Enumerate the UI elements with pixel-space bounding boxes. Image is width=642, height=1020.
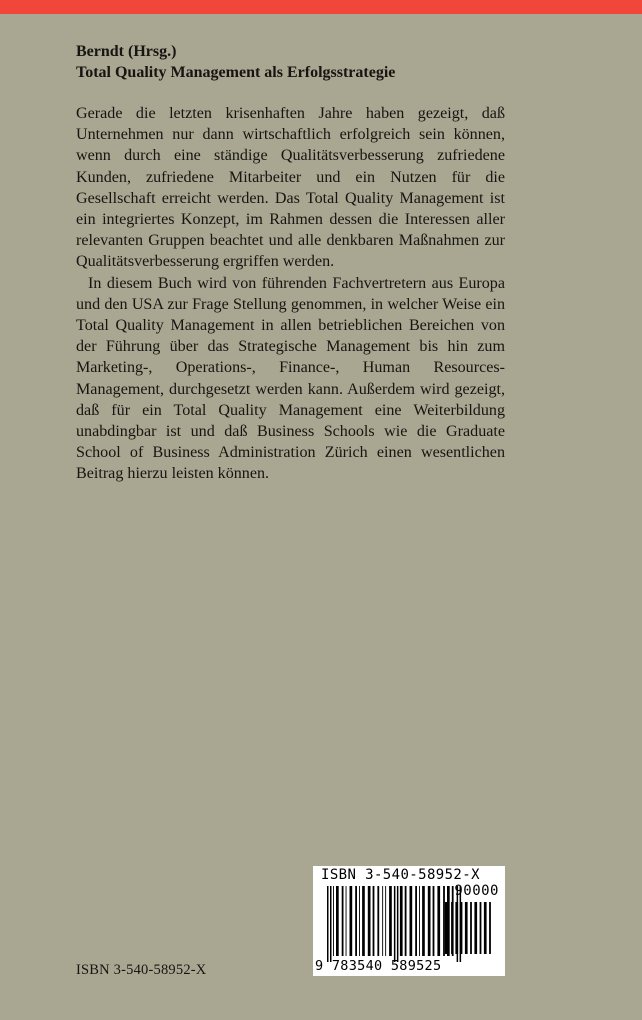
- editor-name: Berndt (Hrsg.): [76, 43, 177, 60]
- barcode-label: [313, 866, 505, 976]
- back-cover-blurb: [76, 103, 505, 485]
- barcode-addon-digits: 90000: [454, 883, 499, 899]
- blurb-paragraph-1: Gerade die letzten krisenhaften Jahre haben gezeigt, daß Unternehmen nur dann wirtschaftlich erfolgreich sein können, wenn durch eine ständige Qualitätsverbesserung zufriedene Kunden, zufriedene Mitarbeiter und ein Nutzen für die Gesellschaft erreicht werden. Das Total Quality Management ist ein integriertes Konzept, im Rahmen dessen die Interessen aller relevanten Gruppen beachtet und alle denkbaren Maßnahmen zur Qualitätsverbesserung ergriffen werden.: [76, 105, 505, 271]
- isbn-number: ISBN 3-540-58952-X: [76, 962, 207, 978]
- blurb-paragraph-2: In diesem Buch wird von führenden Fachvertretern aus Europa und den USA zur Frage Stellung genommen, in welcher Weise ein Total Quality Management in allen betrieblichen Bereichen von der Führung über das Strategische Management bis hin zum Marketing-, Operations-, Finance-, Human Resources-Management, durchgesetzt werden kann. Außerdem wird gezeigt, daß für ein Total Quality Management eine Weiterbildung unabdingbar ist und daß Business Schools wie die Graduate School of Business Administration Zürich einen wesentlichen Beitrag hierzu leisten können.: [76, 274, 505, 483]
- book-title: Total Quality Management als Erfolgsstrategie: [76, 64, 396, 81]
- barcode-isbn-text: ISBN 3-540-58952-X: [321, 867, 480, 883]
- barcode-ean-digits: 9 783540 589525: [315, 958, 442, 974]
- book-header: [76, 41, 546, 83]
- top-color-stripe: [0, 0, 642, 14]
